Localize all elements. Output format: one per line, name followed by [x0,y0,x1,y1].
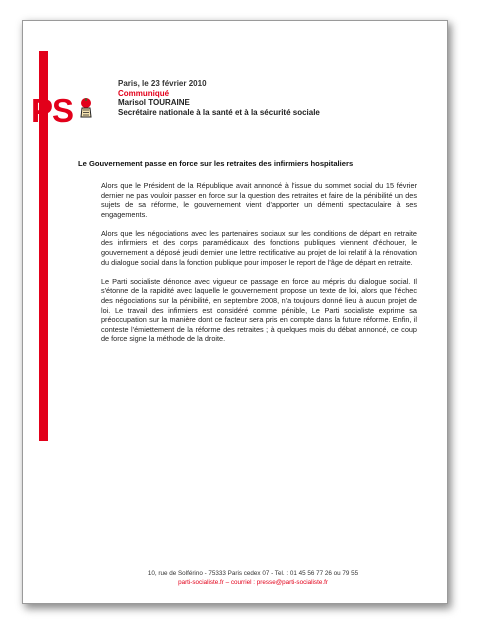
logo-text: PS [31,92,74,129]
document-title: Le Gouvernement passe en force sur les retraites des infirmiers hospitaliers [78,159,354,168]
document-footer [103,569,403,587]
document-body [101,181,417,353]
ps-logo [31,93,85,129]
author-role: Secrétaire nationale à la santé et à la sécurité sociale [118,107,320,117]
rose-in-fist-icon [78,97,94,123]
footer-address: 10, rue de Solférino - 75333 Paris cedex 07 - Tel. : 01 45 56 77 26 ou 79 55 [147,570,359,577]
paragraph: Le Parti socialiste dénonce avec vigueur ce passage en force au mépris du dialogue social. Il s'étonne de la rapidité avec laquelle le gouvernement propose un texte de loi, alors que l'échec des négociations sur la pénibilité, en septembre 2008, n'a toujours donné lieu à aucun projet de loi. Le travail des infirmiers est considéré comme pénible, Le Parti socialiste exprime sa préoccupation sur la manière dont ce facteur sera pris en compte dans la future réforme. Enfin, il conteste l'émiettement de la réforme des retraites ; à quelques mois du débat annoncé, ce coup de force signe la méthode de la droite. [101,276,417,344]
document-page [22,20,448,604]
communique-label: Communiqué [118,88,170,98]
paragraph: Alors que les négociations avec les partenaires sociaux sur les conditions de départ en retraite des infirmiers et des corps paramédicaux des fonctions publiques viennent d'échouer, le gouvernement a déposé jeudi dernier une lettre rectificative au projet de loi relatif à la rénovation du dialogue social dans la fonction publique pour imposer le report de l'âge de départ en retraite. [101,228,417,267]
footer-links[interactable]: parti-socialiste.fr – courriel : presse@parti-socialiste.fr [178,579,328,586]
document-header [118,79,428,117]
author-name: Marisol TOURAINE [118,98,190,107]
date-line: Paris, le 23 février 2010 [118,79,207,88]
paragraph: Alors que le Président de la République avait annoncé à l'issue du sommet social du 15 février dernier ne pas vouloir passer en force sur la question des retraites et faire de la pénibilité un des sujets de sa réforme, le gouvernement vient d'apporter un démenti spectaculaire à ses engagements. [101,181,417,219]
